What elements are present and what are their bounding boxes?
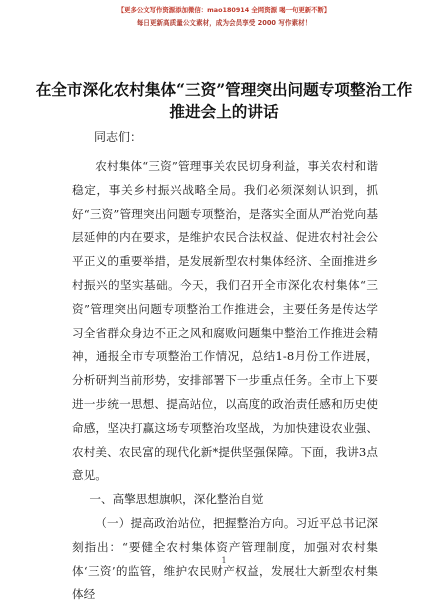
page-number: 1 bbox=[221, 556, 227, 565]
promo-banner-line-1: 【更多公文写作资源添加微信：mao180914 全网资源 喝一句更新不断】 bbox=[117, 6, 331, 14]
promo-banner-line-2: 每日更新高质量公文素材，成为会员享受 2000 写作素材！ bbox=[136, 19, 312, 27]
document-body bbox=[72, 155, 378, 607]
document-title: 在全市深化农村集体“三资”管理突出问题专项整治工作推进会上的讲话 bbox=[35, 80, 413, 121]
section-heading-1: 一、高擎思想旗帜，深化整治自觉 bbox=[89, 492, 264, 507]
paragraph-intro: 农村集体“三资”管理事关农民切身利益，事关农村和谐稳定，事关乡村振兴战略全局。我们必须深刻认识到，抓好“三资”管理突出问题专项整治，是落实全面从严治党向基层延伸的内在要求，是维护农民合法权益、促进农村社会公平正义的重要举措，是发展新型农村集体经济、全面推进乡村振兴的坚实基础。今天，我们召开全市深化农村集体“三资”管理突出问题专项整治工作推进会，主要任务是传达学习全省群众身边不正之风和腐败问题集中整治工作推进会精神，通报全市专项整治工作情况，总结1-8月份工作进展，分析研判当前形势，安排部署下一步重点任务。全市上下要进一步统一思想、提高站位，以高度的政治责任感和历史使命感，坚决打赢这场专项整治攻坚战，为加快建设农业强、农村美、农民富的现代化新*提供坚强保障。下面，我讲3点意见。 bbox=[72, 159, 378, 483]
greeting: 同志们： bbox=[94, 130, 143, 144]
paragraph-subsection-1: （一）提高政治站位，把握整治方向。习近平总书记深刻指出：“要健全农村集体资产管理制度，加强对农村集体‘三资’的监管，维护农民财产权益，发展壮大新型农村集体经 bbox=[72, 515, 378, 602]
